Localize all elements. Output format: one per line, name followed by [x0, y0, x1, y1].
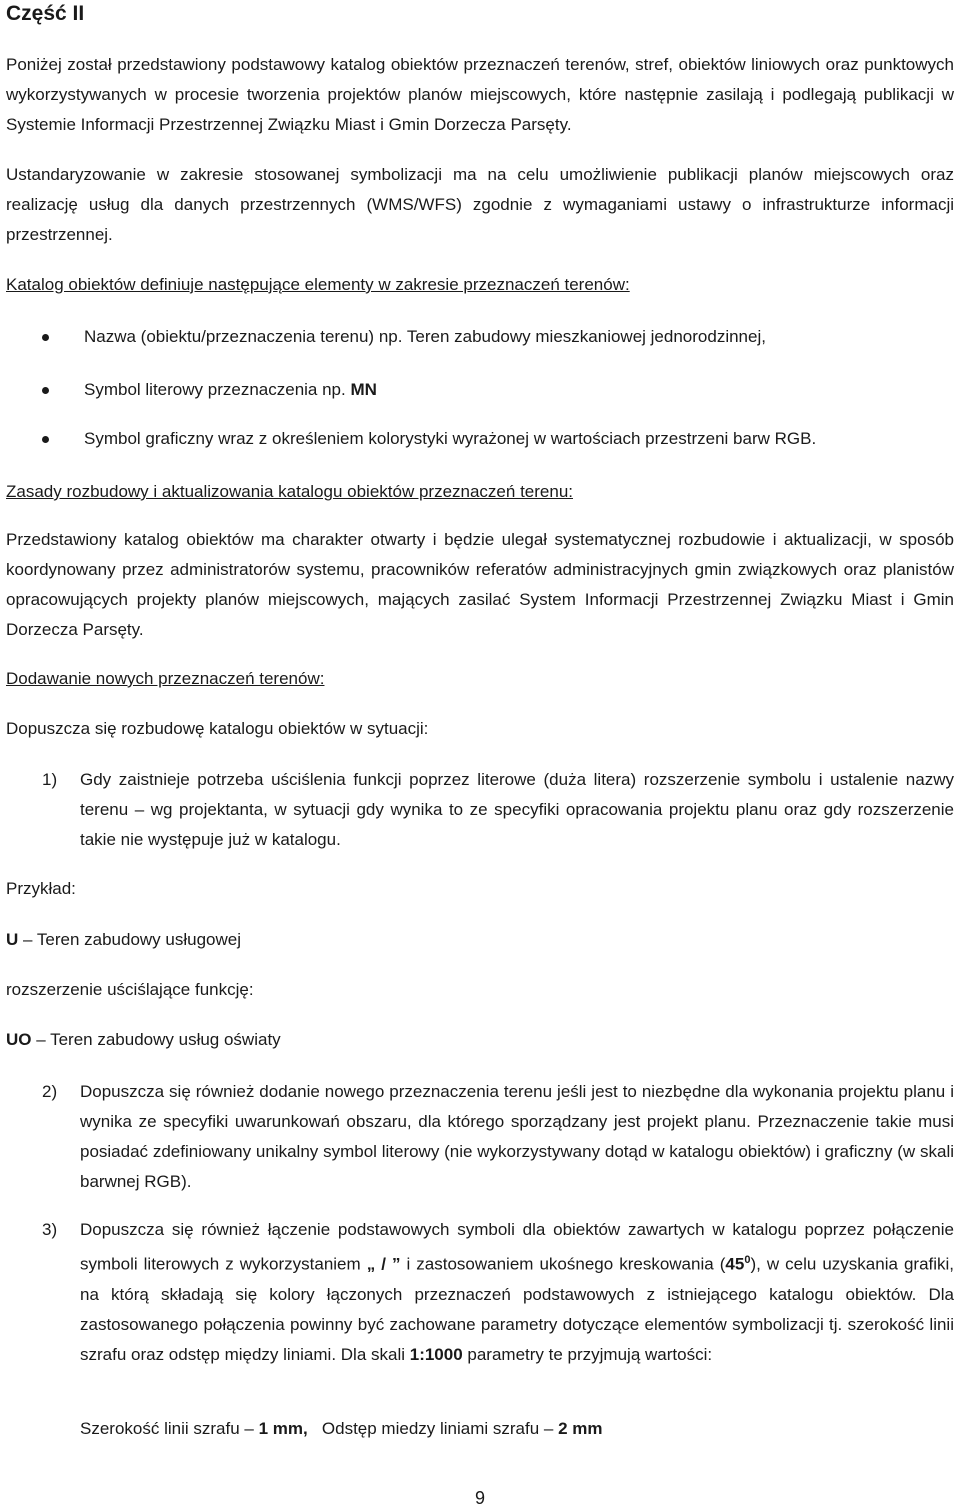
symbol-description: – Teren zabudowy usług oświaty	[31, 1030, 281, 1049]
new-designations-heading: Dodawanie nowych przeznaczeń terenów:	[6, 669, 325, 688]
item-text: Dopuszcza się również dodanie nowego przeznaczenia terenu jeśli jest to niezbędne dla wykonania projektu planu i wynika ze specyfiki uwarunkowań obszaru, dla którego sporządzany jest projekt planu. Przeznaczenie takie musi posiadać zdefiniowany unikalny symbol literowy (nie wykorzystywany dotąd w katalogu obiektów) i graficzny (w skali barwnej RGB).	[80, 1082, 954, 1191]
item-number: 2)	[42, 1082, 58, 1101]
bullet-text	[84, 375, 377, 405]
bullet-dot-icon	[42, 387, 49, 394]
bullet-text: Nazwa (obiektu/przeznaczenia terenu) np. Teren zabudowy mieszkaniowej jednorodzinnej,	[84, 327, 766, 346]
bullet-dot-icon	[42, 436, 49, 443]
example-base-symbol	[6, 925, 954, 955]
catalog-open-paragraph: Przedstawiony katalog obiektów ma charakter otwarty i będzie ulegał systematycznej rozbudowie i aktualizacji, w sposób koordynowany przez administratorów systemu, pracowników referatów administracyjnych gmin związkowych oraz planistów opracowujących projekty planów miejscowych, mających zasilać System Informacji Przestrzennej Związku Miast i Gmin Dorzecza Parsęty.	[6, 530, 954, 639]
symbol-code: UO	[6, 1030, 32, 1049]
example-label: Przykład:	[6, 879, 76, 898]
section-heading: Część II	[6, 2, 85, 25]
extension-label: rozszerzenie uściślające funkcję:	[6, 980, 254, 999]
line-width-value: 1 mm,	[258, 1419, 308, 1438]
degree-superscript: 0	[744, 1254, 751, 1266]
text-part: ), w celu uzyskania grafiki, na którą składają się kolory łączonych przeznaczeń podstawowych z istniejącego katalogu obiektów. Dla zastosowanego połączenia powinny być zachowane parametry dotyczące elementów symbolizacji tj. szerokość linii szrafu oraz odstęp między liniami. Dla skali	[80, 1254, 955, 1364]
hatch-parameters	[80, 1414, 950, 1444]
item-number: 1)	[42, 770, 58, 789]
line-spacing-value: 2 mm	[558, 1419, 603, 1438]
text-part: parametry te przyjmują wartości:	[462, 1344, 713, 1364]
text-part: i zastosowaniem ukośnego kreskowania (	[400, 1254, 726, 1274]
item-number: 3)	[42, 1220, 58, 1239]
text-part: Dopuszcza się również łączenie podstawowych symboli dla obiektów zawartych w katalogu poprzez połączenie symboli literowych z wykorzystaniem	[80, 1220, 954, 1274]
param-label: Odstęp miedzy liniami szrafu –	[307, 1419, 559, 1438]
scale-value: 1:1000	[409, 1344, 463, 1364]
symbol-description: – Teren zabudowy usługowej	[18, 930, 241, 949]
example-extended-symbol	[6, 1025, 954, 1055]
item-text	[80, 1215, 954, 1370]
item-text: Gdy zaistnieje potrzeba uściślenia funkcji poprzez literowe (duża litera) rozszerzenie symbolu i ustalenie nazwy terenu – wg projektanta, w sytuacji gdy wynika to ze specyfiki opracowania projektu planu oraz gdy rozszerzenie takie nie występuje już w katalogu.	[80, 770, 954, 849]
catalog-heading: Katalog obiektów definiuje następujące elementy w zakresie przeznaczeń terenów:	[6, 275, 630, 294]
bullet-text-part: Symbol literowy przeznaczenia np.	[84, 380, 351, 399]
bullet-text: Symbol graficzny wraz z określeniem kolorystyki wyrażonej w wartościach przestrzeni barw RGB.	[84, 429, 817, 448]
page-number: 9	[474, 1488, 485, 1508]
param-label: Szerokość linii szrafu –	[80, 1419, 259, 1438]
rules-heading: Zasady rozbudowy i aktualizowania katalogu obiektów przeznaczeń terenu:	[6, 482, 573, 501]
separator-symbol: „ / ”	[366, 1254, 401, 1274]
intro-paragraph: Poniżej został przedstawiony podstawowy katalog obiektów przeznaczeń terenów, stref, obiektów liniowych oraz punktowych wykorzystywanych w procesie tworzenia projektów planów miejscowych, które następnie zasilają i podlegają publikacji w Systemie Informacji Przestrzennej Związku Miast i Gmin Dorzecza Parsęty.	[6, 55, 954, 134]
hatch-angle: 45	[725, 1254, 745, 1274]
symbol-code: U	[6, 930, 19, 949]
standardization-paragraph: Ustandaryzowanie w zakresie stosowanej symbolizacji ma na celu umożliwienie publikacji planów miejscowych oraz realizację usług dla danych przestrzennych (WMS/WFS) zgodnie z wymaganiami ustawy o infrastrukturze informacji przestrzennej.	[6, 165, 954, 244]
bullet-bold-symbol: MN	[350, 380, 377, 399]
bullet-dot-icon	[42, 334, 49, 341]
expansion-intro: Dopuszcza się rozbudowę katalogu obiektów w sytuacji:	[6, 719, 429, 738]
